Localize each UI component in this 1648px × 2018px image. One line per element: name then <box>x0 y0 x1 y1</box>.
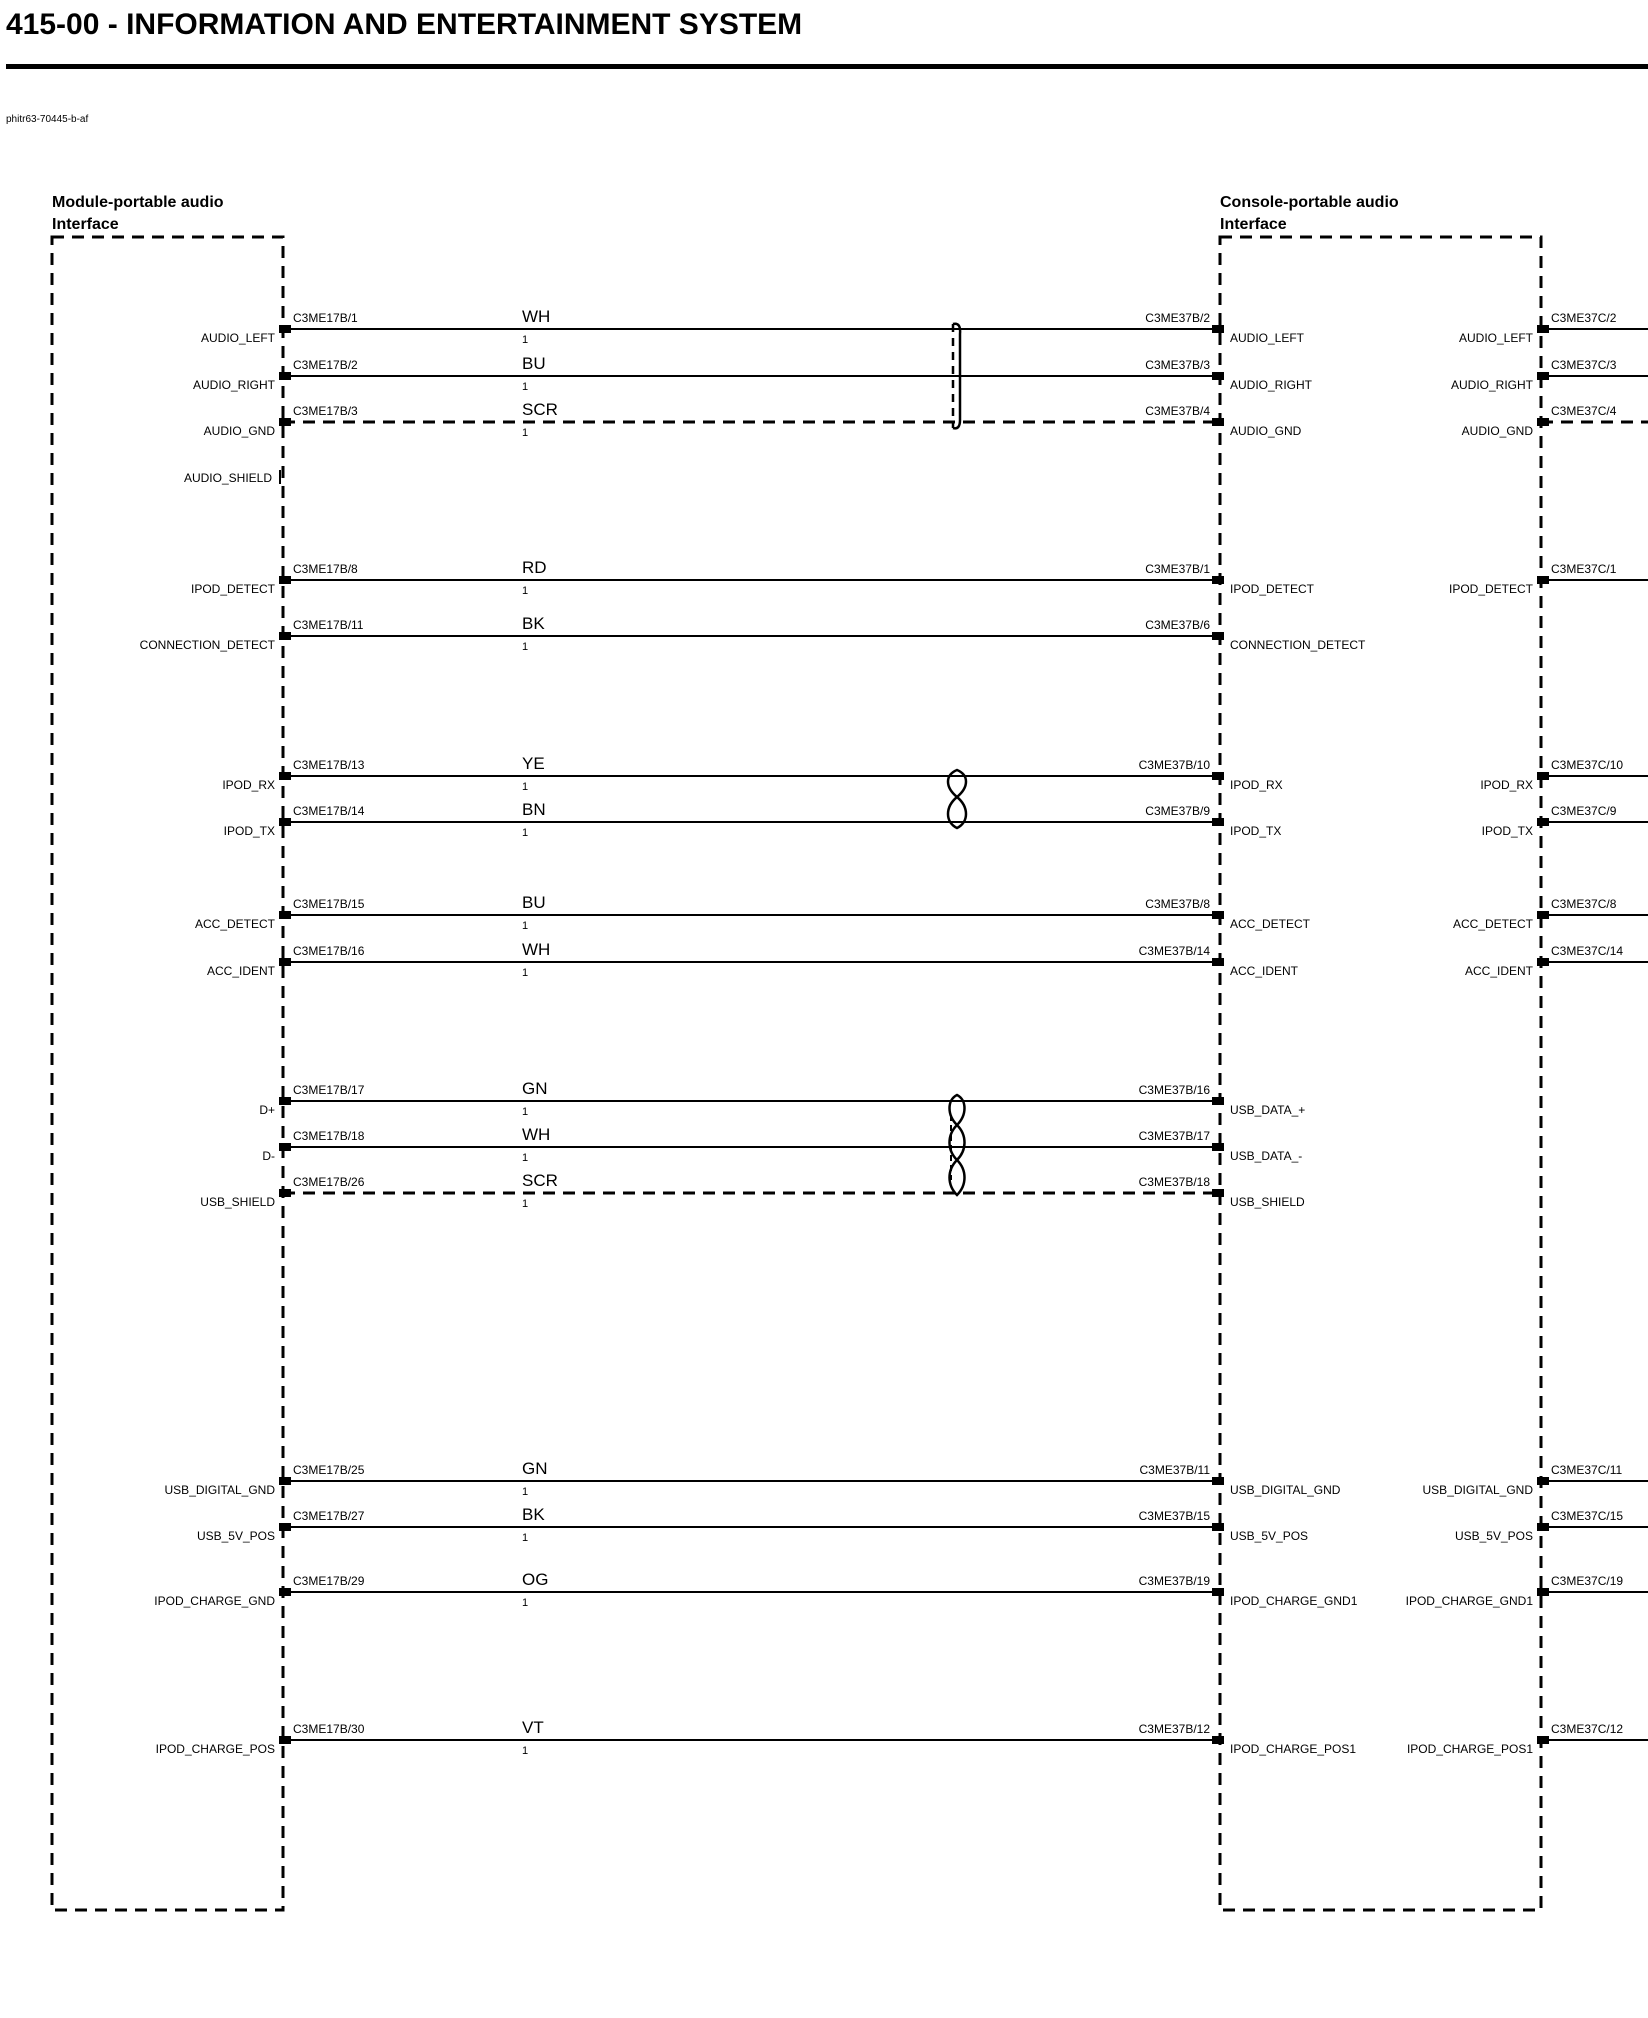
wire-w15 <box>154 1570 1648 1609</box>
right-pin-label: USB_DIGITAL_GND <box>1230 1483 1341 1497</box>
wire-gauge-label: 1 <box>522 1597 529 1609</box>
wire-gauge-label: 1 <box>522 1106 529 1118</box>
far-connector-label: C3ME37C/19 <box>1551 1574 1624 1588</box>
wire-gauge-label: 1 <box>522 334 529 346</box>
wire-color-label: BN <box>522 800 546 819</box>
left-pin-label: CONNECTION_DETECT <box>139 638 275 652</box>
right-connector-label: C3ME37B/6 <box>1145 618 1210 632</box>
right-terminal <box>1212 576 1224 584</box>
left-terminal <box>279 1477 291 1485</box>
right-connector-label: C3ME37B/14 <box>1138 944 1210 958</box>
far-terminal <box>1537 576 1549 584</box>
far-terminal <box>1537 1523 1549 1531</box>
right-terminal <box>1212 1588 1224 1596</box>
left-terminal <box>279 1097 291 1105</box>
far-pin-label: AUDIO_RIGHT <box>1450 378 1533 392</box>
left-pin-label: D- <box>262 1149 275 1163</box>
left-terminal <box>279 1143 291 1151</box>
right-pin-label: USB_5V_POS <box>1230 1529 1309 1543</box>
wire-w14 <box>197 1505 1648 1544</box>
far-terminal <box>1537 325 1549 333</box>
right-terminal <box>1212 958 1224 966</box>
left-pin-label: AUDIO_LEFT <box>200 331 275 345</box>
right-terminal <box>1212 372 1224 380</box>
left-connector-label: C3ME17B/14 <box>293 804 365 818</box>
right-connector-label: C3ME37B/11 <box>1139 1463 1210 1477</box>
right-pin-label: IPOD_TX <box>1230 824 1282 838</box>
right-pin-label: ACC_IDENT <box>1230 964 1299 978</box>
right-pin-label: AUDIO_LEFT <box>1230 331 1305 345</box>
far-connector-label: C3ME37C/15 <box>1551 1509 1624 1523</box>
left-pin-label: USB_5V_POS <box>196 1529 275 1543</box>
right-terminal <box>1212 1523 1224 1531</box>
wire-gauge-label: 1 <box>522 920 529 932</box>
left-connector-label: C3ME17B/3 <box>293 404 358 418</box>
far-connector-label: C3ME37C/4 <box>1551 404 1617 418</box>
wire-w12 <box>200 1171 1305 1210</box>
page-title: 415-00 - INFORMATION AND ENTERTAINMENT SYSTEM <box>6 8 803 41</box>
wire-color-label: RD <box>522 558 547 577</box>
left-pin-label: IPOD_DETECT <box>190 582 275 596</box>
left-pin-label: IPOD_CHARGE_GND <box>154 1594 275 1608</box>
wire-gauge-label: 1 <box>522 1198 529 1210</box>
right-connector-label: C3ME37B/1 <box>1145 562 1210 576</box>
wire-gauge-label: 1 <box>522 827 529 839</box>
right-pin-label: IPOD_DETECT <box>1230 582 1315 596</box>
left-connector-label: C3ME17B/30 <box>293 1722 365 1736</box>
wire-gauge-label: 1 <box>522 1486 529 1498</box>
right-connector-label: C3ME37B/8 <box>1145 897 1210 911</box>
far-terminal <box>1537 418 1549 426</box>
left-terminal <box>279 632 291 640</box>
wire-w3 <box>204 400 1648 439</box>
left-pin-label: IPOD_RX <box>222 778 275 792</box>
wire-color-label: BK <box>522 614 545 633</box>
far-terminal <box>1537 1736 1549 1744</box>
right-connector-label: C3ME37B/19 <box>1138 1574 1210 1588</box>
left-connector-label: C3ME17B/8 <box>293 562 358 576</box>
wire-color-label: BU <box>522 354 546 373</box>
right-connector-label: C3ME37B/9 <box>1145 804 1210 818</box>
wire-color-label: WH <box>522 307 551 326</box>
left-connector-label: C3ME17B/27 <box>293 1509 365 1523</box>
far-connector-label: C3ME37C/14 <box>1551 944 1624 958</box>
far-connector-label: C3ME37C/10 <box>1551 758 1624 772</box>
wire-w1 <box>201 307 1648 346</box>
audio-shield-pin-label: AUDIO_SHIELD <box>183 471 272 485</box>
far-terminal <box>1537 1477 1549 1485</box>
right-connector-label: C3ME37B/15 <box>1138 1509 1210 1523</box>
right-pin-label: IPOD_CHARGE_POS1 <box>1230 1742 1357 1756</box>
left-terminal <box>279 1736 291 1744</box>
right-terminal <box>1212 632 1224 640</box>
wire-gauge-label: 1 <box>522 381 529 393</box>
wire-w7 <box>224 800 1648 839</box>
right-connector-label: C3ME37B/12 <box>1138 1722 1210 1736</box>
wire-color-label: VT <box>522 1718 544 1737</box>
right-terminal <box>1212 1736 1224 1744</box>
far-connector-label: C3ME37C/3 <box>1551 358 1617 372</box>
right-terminal <box>1212 772 1224 780</box>
left-connector-label: C3ME17B/13 <box>293 758 365 772</box>
left-pin-label: IPOD_TX <box>223 824 275 838</box>
left-terminal <box>279 576 291 584</box>
far-terminal <box>1537 818 1549 826</box>
left-pin-label: D+ <box>259 1103 275 1117</box>
far-pin-label: IPOD_CHARGE_GND1 <box>1405 1594 1533 1608</box>
far-pin-label: IPOD_CHARGE_POS1 <box>1406 1742 1533 1756</box>
right-pin-label: CONNECTION_DETECT <box>1230 638 1366 652</box>
far-pin-label: IPOD_TX <box>1481 824 1533 838</box>
left-connector-label: C3ME17B/18 <box>293 1129 365 1143</box>
far-pin-label: ACC_IDENT <box>1464 964 1533 978</box>
left-module-label-2: Interface <box>52 216 119 233</box>
left-terminal <box>279 818 291 826</box>
left-terminal <box>279 911 291 919</box>
wire-color-label: BK <box>522 1505 545 1524</box>
right-pin-label: USB_DATA_- <box>1230 1149 1303 1163</box>
left-pin-label: AUDIO_RIGHT <box>192 378 275 392</box>
far-pin-label: IPOD_RX <box>1480 778 1533 792</box>
left-connector-label: C3ME17B/26 <box>293 1175 365 1189</box>
far-connector-label: C3ME37C/1 <box>1551 562 1617 576</box>
far-pin-label: AUDIO_LEFT <box>1458 331 1533 345</box>
left-pin-label: ACC_DETECT <box>194 917 275 931</box>
wire-color-label: YE <box>522 754 545 773</box>
left-connector-label: C3ME17B/1 <box>293 311 358 325</box>
right-terminal <box>1212 818 1224 826</box>
wire-color-label: SCR <box>522 1171 558 1190</box>
right-connector-label: C3ME37B/17 <box>1138 1129 1210 1143</box>
left-connector-label: C3ME17B/15 <box>293 897 365 911</box>
right-terminal <box>1212 911 1224 919</box>
far-terminal <box>1537 958 1549 966</box>
wire-color-label: WH <box>522 1125 551 1144</box>
wire-color-label: SCR <box>522 400 558 419</box>
right-connector-label: C3ME37B/2 <box>1145 311 1210 325</box>
right-terminal <box>1212 325 1224 333</box>
far-connector-label: C3ME37C/8 <box>1551 897 1617 911</box>
left-connector-label: C3ME17B/29 <box>293 1574 365 1588</box>
far-connector-label: C3ME37C/9 <box>1551 804 1617 818</box>
wire-w4 <box>191 558 1648 597</box>
right-connector-label: C3ME37B/16 <box>1138 1083 1210 1097</box>
far-connector-label: C3ME37C/2 <box>1551 311 1617 325</box>
left-terminal <box>279 325 291 333</box>
right-terminal <box>1212 1143 1224 1151</box>
right-connector-label: C3ME37B/18 <box>1138 1175 1210 1189</box>
right-terminal <box>1212 1477 1224 1485</box>
wire-w9 <box>207 940 1648 979</box>
wire-gauge-label: 1 <box>522 1152 529 1164</box>
left-connector-label: C3ME17B/2 <box>293 358 358 372</box>
far-terminal <box>1537 911 1549 919</box>
wire-gauge-label: 1 <box>522 1745 529 1757</box>
right-terminal <box>1212 1189 1224 1197</box>
far-connector-label: C3ME37C/11 <box>1551 1463 1623 1477</box>
left-pin-label: IPOD_CHARGE_POS <box>155 1742 275 1756</box>
right-module-label-2: Interface <box>1220 216 1287 233</box>
right-pin-label: USB_SHIELD <box>1230 1195 1305 1209</box>
wire-color-label: GN <box>522 1459 548 1478</box>
left-module-box <box>52 237 283 1910</box>
left-connector-label: C3ME17B/11 <box>293 618 364 632</box>
left-terminal <box>279 1588 291 1596</box>
right-connector-label: C3ME37B/10 <box>1138 758 1210 772</box>
wire-color-label: GN <box>522 1079 548 1098</box>
wire-gauge-label: 1 <box>522 585 529 597</box>
left-pin-label: ACC_IDENT <box>206 964 275 978</box>
wire-color-label: OG <box>522 1570 549 1589</box>
usb-twist-marker <box>950 1095 965 1195</box>
right-connector-label: C3ME37B/4 <box>1145 404 1210 418</box>
right-pin-label: IPOD_CHARGE_GND1 <box>1230 1594 1358 1608</box>
wire-w5 <box>140 614 1366 653</box>
left-pin-label: USB_SHIELD <box>200 1195 275 1209</box>
wire-w16 <box>156 1718 1648 1757</box>
right-pin-label: AUDIO_RIGHT <box>1230 378 1313 392</box>
left-module-label-1: Module-portable audio <box>52 194 224 211</box>
diagram-reference: phitr63-70445-b-af <box>6 114 89 125</box>
left-terminal <box>279 1189 291 1197</box>
right-module-label-1: Console-portable audio <box>1220 194 1399 211</box>
far-terminal <box>1537 372 1549 380</box>
wire-color-label: WH <box>522 940 551 959</box>
far-connector-label: C3ME37C/12 <box>1551 1722 1624 1736</box>
far-terminal <box>1537 1588 1549 1596</box>
wire-w10 <box>259 1079 1305 1118</box>
ipod-twist-marker <box>948 770 966 828</box>
left-connector-label: C3ME17B/16 <box>293 944 365 958</box>
left-connector-label: C3ME17B/17 <box>293 1083 365 1097</box>
far-pin-label: USB_DIGITAL_GND <box>1422 1483 1533 1497</box>
right-connector-label: C3ME37B/3 <box>1145 358 1210 372</box>
wire-w11 <box>262 1125 1302 1164</box>
wires <box>140 307 1648 1757</box>
left-terminal <box>279 418 291 426</box>
right-pin-label: AUDIO_GND <box>1230 424 1302 438</box>
far-pin-label: USB_5V_POS <box>1454 1529 1533 1543</box>
left-terminal <box>279 1523 291 1531</box>
wire-gauge-label: 1 <box>522 427 529 439</box>
right-pin-label: USB_DATA_+ <box>1230 1103 1306 1117</box>
left-terminal <box>279 772 291 780</box>
far-terminal <box>1537 772 1549 780</box>
wire-w8 <box>195 893 1648 932</box>
left-pin-label: USB_DIGITAL_GND <box>164 1483 275 1497</box>
right-terminal <box>1212 418 1224 426</box>
wire-color-label: BU <box>522 893 546 912</box>
left-terminal <box>279 958 291 966</box>
title-rule <box>6 64 1648 69</box>
left-terminal <box>279 372 291 380</box>
left-pin-label: AUDIO_GND <box>203 424 275 438</box>
wire-w2 <box>193 354 1648 393</box>
right-terminal <box>1212 1097 1224 1105</box>
wire-w13 <box>165 1459 1648 1498</box>
wire-gauge-label: 1 <box>522 1532 529 1544</box>
right-pin-label: ACC_DETECT <box>1230 917 1311 931</box>
wire-gauge-label: 1 <box>522 967 529 979</box>
far-pin-label: ACC_DETECT <box>1452 917 1533 931</box>
left-connector-label: C3ME17B/25 <box>293 1463 365 1477</box>
wire-gauge-label: 1 <box>522 641 529 653</box>
wire-w6 <box>222 754 1648 793</box>
right-module-box <box>1220 237 1541 1910</box>
far-pin-label: AUDIO_GND <box>1461 424 1533 438</box>
wire-gauge-label: 1 <box>522 781 529 793</box>
right-pin-label: IPOD_RX <box>1230 778 1283 792</box>
far-pin-label: IPOD_DETECT <box>1448 582 1533 596</box>
